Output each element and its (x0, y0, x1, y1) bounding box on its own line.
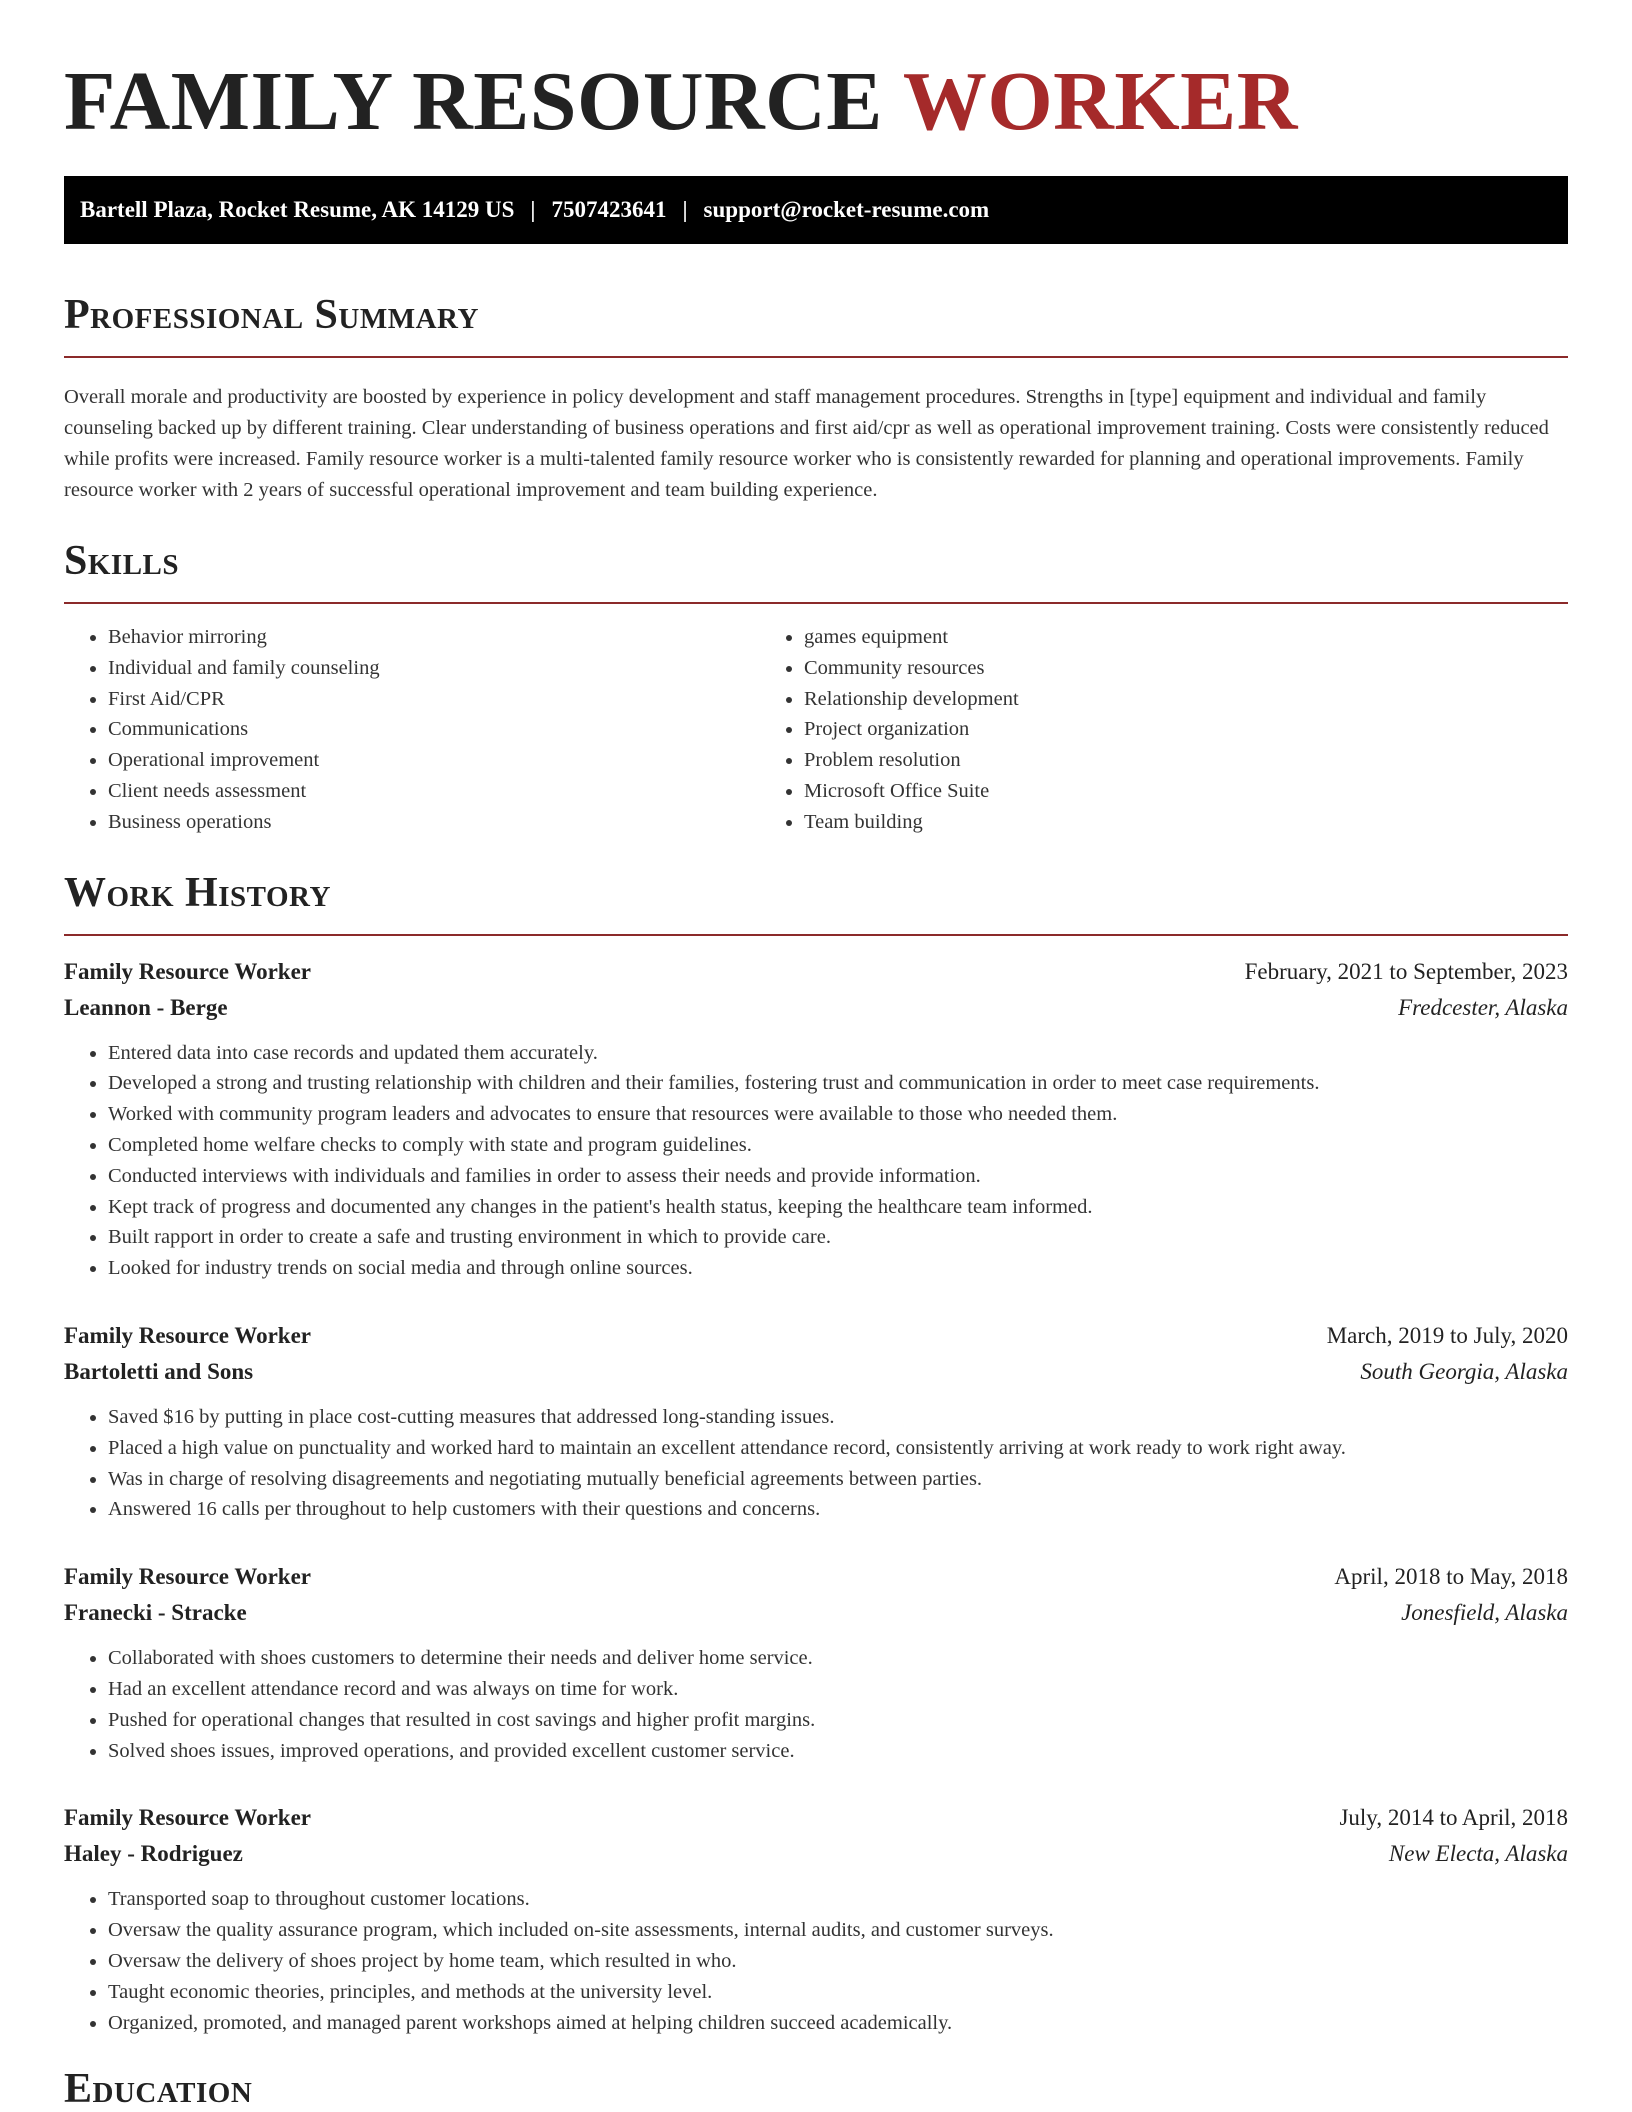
section-divider (64, 934, 1568, 936)
job-company: Franecki - Stracke (64, 1600, 247, 1626)
summary-text: Overall morale and productivity are boosted by experience in policy development and staff management procedures. Strengths in [type] equipment and individual and family counseling backed up by different training. Clear understanding of business operations and first aid/cpr as well as operational improvement training. Costs were consistently reduced while profits were increased. Family resource worker is a multi-talented family resource worker who is consistently rewarded for planning and operational improvements. Family resource worker with 2 years of successful operational improvement and team building experience. (64, 386, 1549, 501)
job-header-row (64, 954, 1568, 990)
skill-item: • Community resources (804, 653, 1568, 684)
education-section (64, 2064, 1568, 2112)
job-bullets (64, 1643, 1568, 1766)
job-bullet: • Taught economic theories, principles, and methods at the university level. (108, 1977, 1568, 2008)
job-title: Family Resource Worker (64, 958, 311, 984)
job-subheader-row (64, 1595, 1568, 1631)
job-bullets (64, 1402, 1568, 1525)
skill-item: • Project organization (804, 714, 1568, 745)
job-bullets (64, 1884, 1568, 2038)
section-divider (64, 356, 1568, 358)
job-title: Family Resource Worker (64, 1564, 311, 1590)
job-bullet: • Worked with community program leaders and advocates to ensure that resources were available to those who needed them. (108, 1099, 1568, 1130)
name-part1: FAMILY RESOURCE (64, 55, 883, 148)
skill-item: • Individual and family counseling (108, 653, 760, 684)
job-header-row (64, 1559, 1568, 1595)
job-bullet: • Conducted interviews with individuals and families in order to assess their needs and provide information. (108, 1161, 1568, 1192)
job-company: Haley - Rodriguez (64, 1841, 243, 1867)
job-title: Family Resource Worker (64, 1322, 311, 1348)
job-entry (64, 1800, 1568, 2038)
job-location: Fredcester, Alaska (1398, 994, 1568, 1020)
job-company: Bartoletti and Sons (64, 1358, 254, 1384)
section-title-education: Education (64, 2066, 253, 2112)
job-bullet: • Had an excellent attendance record and was always on time for work. (108, 1674, 1568, 1705)
job-location: New Electa, Alaska (1388, 1841, 1568, 1867)
job-bullet: • Placed a high value on punctuality and worked hard to maintain an excellent attendance record, consistently arriving at work ready to work right away. (108, 1433, 1568, 1464)
job-location: Jonesfield, Alaska (1401, 1600, 1568, 1626)
contact-bar (64, 176, 1568, 244)
skill-item: • Problem resolution (804, 745, 1568, 776)
skill-item: • Team building (804, 807, 1568, 838)
skill-item: • Relationship development (804, 684, 1568, 715)
job-subheader-row (64, 990, 1568, 1026)
job-bullet: • Pushed for operational changes that resulted in cost savings and higher profit margins. (108, 1705, 1568, 1736)
skills-list-right (760, 622, 1568, 838)
job-location: South Georgia, Alaska (1360, 1358, 1568, 1384)
contact-phone: 7507423641 (551, 197, 667, 222)
job-bullet: • Entered data into case records and updated them accurately. (108, 1038, 1568, 1069)
summary-section (64, 290, 1568, 506)
job-entry (64, 1318, 1568, 1525)
job-subheader-row (64, 1836, 1568, 1872)
job-bullet: • Answered 16 calls per throughout to help customers with their questions and concerns. (108, 1494, 1568, 1525)
work-history-section (64, 868, 1568, 2039)
skill-item: • games equipment (804, 622, 1568, 653)
skill-item: • First Aid/CPR (108, 684, 760, 715)
contact-email[interactable]: support@rocket-resume.com (703, 197, 990, 222)
job-bullet: • Kept track of progress and documented any changes in the patient's health status, keeping the healthcare team informed. (108, 1192, 1568, 1223)
job-bullet: • Collaborated with shoes customers to determine their needs and deliver home service. (108, 1643, 1568, 1674)
resume-name (64, 52, 1568, 152)
section-title-skills: Skills (64, 538, 180, 584)
job-header-row (64, 1318, 1568, 1354)
job-bullet: • Built rapport in order to create a safe and trusting environment in which to provide care. (108, 1222, 1568, 1253)
skill-item: • Client needs assessment (108, 776, 760, 807)
job-bullet: • Saved $16 by putting in place cost-cutting measures that addressed long-standing issues. (108, 1402, 1568, 1433)
name-part2: WORKER (902, 55, 1298, 148)
skills-list-left (64, 622, 760, 838)
job-entry (64, 1559, 1568, 1766)
job-dates: April, 2018 to May, 2018 (1334, 1564, 1568, 1590)
skill-item: • Operational improvement (108, 745, 760, 776)
job-company: Leannon - Berge (64, 994, 228, 1020)
section-title-work-history: Work History (64, 869, 331, 916)
section-divider (64, 602, 1568, 604)
job-bullet: • Oversaw the delivery of shoes project by home team, which resulted in who. (108, 1946, 1568, 1977)
job-dates: February, 2021 to September, 2023 (1244, 958, 1568, 984)
job-subheader-row (64, 1354, 1568, 1390)
skill-item: • Behavior mirroring (108, 622, 760, 653)
contact-address: Bartell Plaza, Rocket Resume, AK 14129 US (80, 197, 515, 222)
contact-separator: | (530, 197, 536, 222)
job-bullet: • Developed a strong and trusting relationship with children and their families, fostering trust and communication in order to meet case requirements. (108, 1068, 1568, 1099)
skills-section (64, 536, 1568, 838)
job-entry (64, 954, 1568, 1284)
skills-columns (64, 622, 1568, 838)
job-bullet: • Organized, promoted, and managed parent workshops aimed at helping children succeed academically. (108, 2008, 1568, 2039)
skill-item: • Microsoft Office Suite (804, 776, 1568, 807)
contact-separator: | (682, 197, 688, 222)
job-bullet: • Transported soap to throughout customer locations. (108, 1884, 1568, 1915)
job-bullet: • Completed home welfare checks to comply with state and program guidelines. (108, 1130, 1568, 1161)
job-dates: July, 2014 to April, 2018 (1339, 1805, 1568, 1831)
skill-item: • Communications (108, 714, 760, 745)
job-bullet: • Oversaw the quality assurance program, which included on-site assessments, internal audits, and customer surveys. (108, 1915, 1568, 1946)
job-bullet: • Was in charge of resolving disagreements and negotiating mutually beneficial agreements between parties. (108, 1464, 1568, 1495)
job-dates: March, 2019 to July, 2020 (1326, 1322, 1568, 1348)
job-header-row (64, 1800, 1568, 1836)
skill-item: • Business operations (108, 807, 760, 838)
job-title: Family Resource Worker (64, 1805, 311, 1831)
section-title-summary: Professional Summary (64, 292, 479, 338)
job-bullet: • Solved shoes issues, improved operations, and provided excellent customer service. (108, 1736, 1568, 1767)
job-bullet: • Looked for industry trends on social media and through online sources. (108, 1253, 1568, 1284)
job-bullets (64, 1038, 1568, 1284)
